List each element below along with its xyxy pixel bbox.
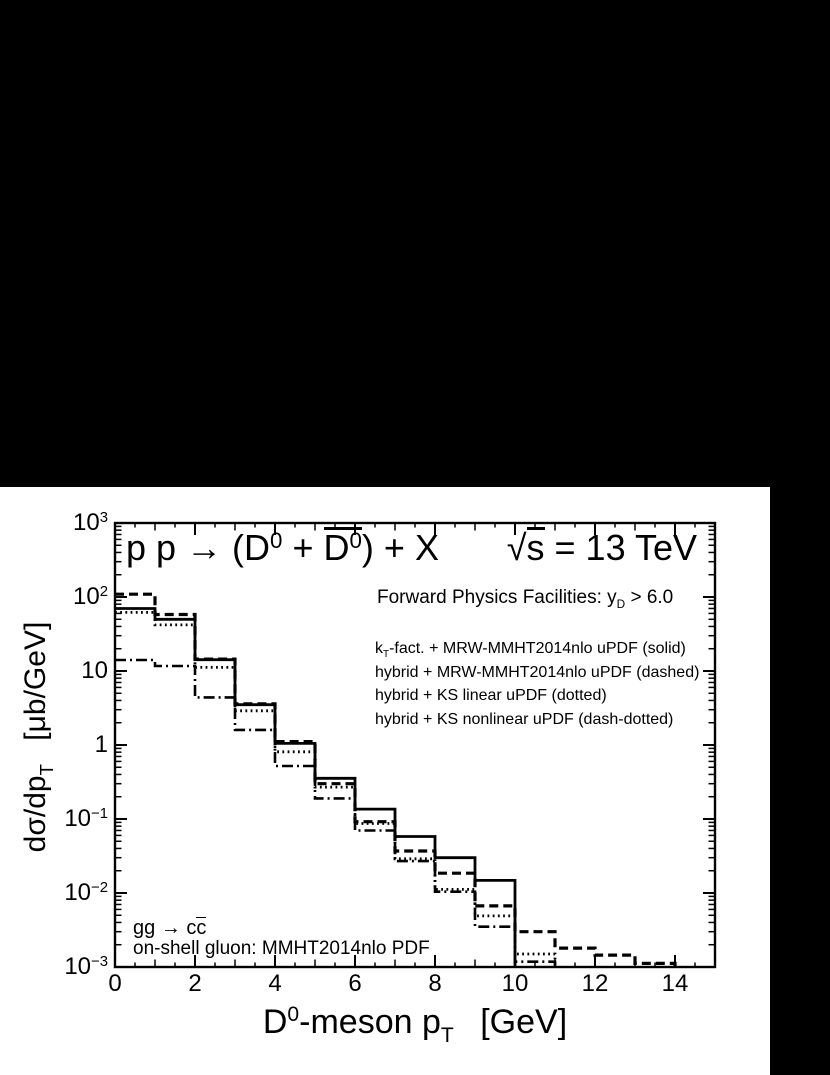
legend-line-dash-dotted: hybrid + KS nonlinear uPDF (dash-dotted) bbox=[375, 711, 674, 728]
y-tick-label: $10^{-3}$ bbox=[64, 953, 108, 980]
figure-panel bbox=[0, 487, 770, 1075]
pdf-annotation: on-shell gluon: MMHT2014nlo PDF bbox=[133, 938, 430, 959]
y-tick-label: 1 bbox=[94, 731, 108, 758]
x-tick-label: 8 bbox=[428, 970, 442, 997]
facilities-note: Forward Physics Facilities: $y_D > 6.0$ bbox=[377, 587, 674, 611]
y-tick-label: 10 bbox=[81, 657, 108, 684]
energy-label: √s = 13 TeV bbox=[506, 527, 697, 568]
y-tick-label: $10^{-2}$ bbox=[64, 879, 108, 906]
process-annotation: gg → cc bbox=[133, 917, 207, 939]
y-axis-title: $d\sigma/dp_T$ [μb/GeV] bbox=[19, 621, 57, 853]
y-tick-label: $10^{-1}$ bbox=[64, 805, 108, 832]
y-tick-label: $10^3$ bbox=[73, 509, 108, 536]
legend-line-dashed: hybrid + MRW-MMHT2014nlo uPDF (dashed) bbox=[375, 664, 700, 681]
x-tick-label: 2 bbox=[188, 970, 202, 997]
x-axis-title: $D^0$-meson $p_T$ [GeV] bbox=[262, 1003, 568, 1047]
x-tick-label: 0 bbox=[108, 970, 122, 997]
x-tick-label: 10 bbox=[501, 970, 529, 997]
x-tick-label: 4 bbox=[268, 970, 282, 997]
legend-line-solid: $k_T$-fact. + MRW-MMHT2014nlo uPDF (solid) bbox=[375, 640, 686, 661]
plot-title: p $p \to (D^0 + D^0) + X$ bbox=[126, 527, 439, 568]
x-tick-label: 6 bbox=[348, 970, 362, 997]
x-tick-label: 14 bbox=[661, 970, 689, 997]
y-tick-label: $10^2$ bbox=[73, 583, 108, 610]
x-tick-label: 12 bbox=[581, 970, 609, 997]
legend-line-dotted: hybrid + KS linear uPDF (dotted) bbox=[375, 687, 607, 704]
